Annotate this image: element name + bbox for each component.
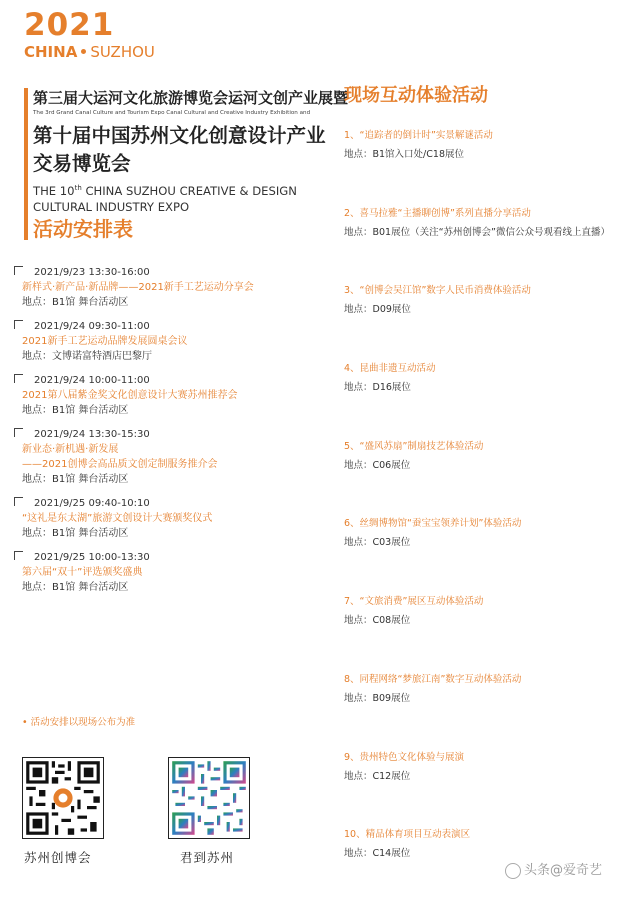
activity-location: 地点：C12展位 — [344, 770, 411, 782]
activity-location: 地点：D16展位 — [344, 382, 411, 394]
activity-item — [344, 362, 634, 440]
qr-code-icon — [23, 758, 103, 838]
dot-separator — [81, 49, 86, 54]
activities-title: 现场互动体验活动 — [344, 85, 488, 106]
event-list — [14, 266, 316, 605]
qr-caption: 苏州创博会 — [24, 850, 92, 865]
activity-item — [344, 751, 634, 829]
activity-name: 7、“文旅消费”展区互动体验活动 — [344, 596, 484, 608]
activity-list — [344, 129, 634, 906]
activity-location: 地点：B01展位（关注“苏州创博会”微信公众号观看线上直播） — [344, 226, 610, 238]
event-item — [14, 428, 316, 487]
expo-en-pre: THE 10 — [33, 183, 75, 198]
corner-mark — [14, 266, 23, 275]
corner-mark — [14, 320, 23, 329]
event-location: 地点：B1馆 舞台活动区 — [22, 405, 129, 416]
schedule-title: 活动安排表 — [33, 217, 133, 241]
watermark-icon — [505, 863, 521, 879]
event-date: 2021/9/25 10:00-13:30 — [34, 552, 150, 563]
corner-mark — [14, 374, 23, 383]
event-item — [14, 551, 316, 595]
qr-caption: 君到苏州 — [180, 850, 235, 865]
event-item — [14, 266, 316, 310]
activity-name: 4、昆曲非遗互动活动 — [344, 363, 436, 375]
event-date: 2021/9/24 09:30-11:00 — [34, 321, 150, 332]
activity-item — [344, 595, 634, 673]
expo-title-cn: 第十届中国苏州文化创意设计产业交易博览会 — [33, 124, 326, 175]
activity-item — [344, 207, 634, 285]
activity-item — [344, 517, 634, 595]
event-location: 地点：B1馆 舞台活动区 — [22, 582, 129, 593]
event-name: 2021新手工艺运动品牌发展圆桌会议 — [22, 336, 188, 347]
event-item — [14, 497, 316, 541]
corner-mark — [14, 428, 23, 437]
activity-name: 3、“创博会吴江馆”数字人民币消费体验活动 — [344, 285, 531, 297]
corner-mark — [14, 497, 23, 506]
activity-item — [344, 440, 634, 518]
activity-location: 地点：C03展位 — [344, 537, 411, 549]
activity-item — [344, 129, 634, 207]
corner-mark — [14, 551, 23, 560]
activity-name: 8、同程网络“梦旅江南”数字互动体验活动 — [344, 673, 522, 685]
activity-location: 地点：B09展位 — [344, 692, 411, 704]
schedule-note: • 活动安排以现场公布为准 — [22, 717, 136, 728]
event-date: 2021/9/24 13:30-15:30 — [34, 429, 150, 440]
event-name: 新业态·新机遇·新发展 — [22, 444, 119, 455]
expo-title-en — [33, 180, 343, 215]
activity-name: 9、贵州特色文化体验与展演 — [344, 751, 465, 763]
activity-name: 1、“追踪者的倒计时”实景解谜活动 — [344, 130, 493, 141]
activity-location: 地点：D09展位 — [344, 304, 411, 316]
activity-location: 地点：C08展位 — [344, 615, 411, 627]
event-item — [14, 374, 316, 418]
qr-code-suzhou-expo[interactable] — [22, 757, 104, 839]
event-name: 2021第八届紫金奖文化创意设计大赛苏州推荐会 — [22, 390, 238, 401]
watermark — [505, 862, 602, 880]
event-name: 第六届“双十”评选颁奖盛典 — [22, 567, 143, 578]
event-location: 地点：B1馆 舞台活动区 — [22, 528, 129, 539]
activity-location: 地点：C06展位 — [344, 459, 411, 471]
event-name: “这礼是东太湖”旅游文创设计大赛颁奖仪式 — [22, 513, 213, 524]
event-date: 2021/9/23 13:30-16:00 — [34, 267, 150, 278]
event-location: 地点：B1馆 舞台活动区 — [22, 474, 129, 485]
accent-bar — [24, 88, 28, 240]
activity-name: 6、丝绸博物馆“蚕宝宝领养计划”体验活动 — [344, 518, 522, 530]
expo-en-sup: th — [74, 184, 82, 192]
qr-code-icon — [169, 758, 249, 838]
city-light: SUZHOU — [90, 43, 155, 61]
exhibition-subtitle-cn: 第三届大运河文化旅游博览会运河文创产业展暨 — [33, 89, 349, 107]
event-date: 2021/9/25 09:40-10:10 — [34, 498, 150, 509]
city-label — [24, 42, 155, 62]
year-heading: 2021 — [24, 7, 115, 43]
event-date: 2021/9/24 10:00-11:00 — [34, 375, 150, 386]
watermark-text: 头条@爱奇艺 — [524, 863, 603, 878]
event-location: 地点：B1馆 舞台活动区 — [22, 297, 129, 308]
event-item — [14, 320, 316, 364]
event-name-line2: ——2021创博会高品质文创定制服务推介会 — [22, 459, 218, 470]
activity-name: 5、“盛风苏扇”制扇技艺体验活动 — [344, 440, 484, 452]
qr-code-suzhou-travel[interactable] — [168, 757, 250, 839]
expo-en-post: CHINA SUZHOU CREATIVE & DESIGN CULTURAL INDUSTRY EXPO — [33, 183, 297, 214]
activity-name: 2、喜马拉雅“主播聊创博”系列直播分享活动 — [344, 207, 531, 219]
activity-location: 地点：B1馆入口处/C18展位 — [344, 149, 464, 160]
event-name: 新样式·新产品·新品牌——2021新手工艺运动分享会 — [22, 282, 254, 293]
activity-item — [344, 284, 634, 362]
activity-location: 地点：C14展位 — [344, 848, 411, 860]
event-location: 地点：文博诺富特酒店巴黎厅 — [22, 351, 152, 362]
exhibition-subtitle-en: The 3rd Grand Canal Culture and Tourism Expo Canal Cultural and Creative Industry Exhibition and — [33, 110, 311, 116]
activity-item — [344, 673, 634, 751]
city-bold: CHINA — [24, 43, 78, 61]
activity-name: 10、精品体育项目互动表演区 — [344, 829, 471, 841]
